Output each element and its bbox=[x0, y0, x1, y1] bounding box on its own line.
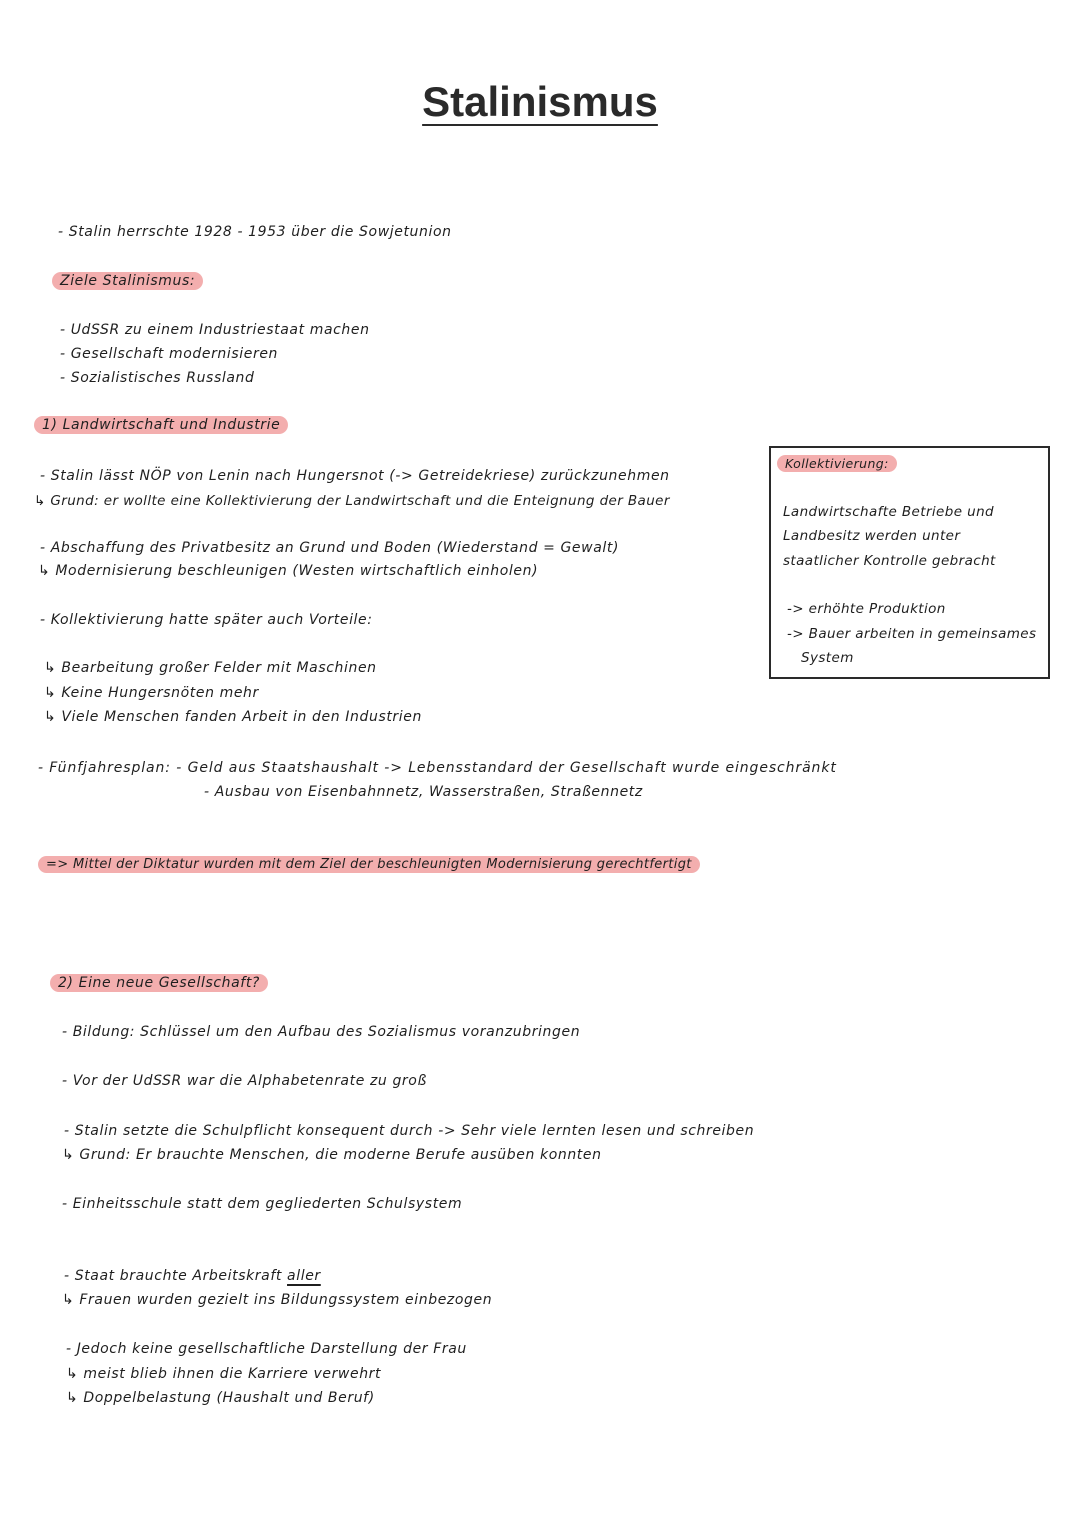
sidebox-line: System bbox=[801, 650, 854, 666]
ziele-item: - Sozialistisches Russland bbox=[60, 370, 255, 386]
section1-line: - Fünfjahresplan: - Geld aus Staatshaushalt -> Lebensstandard der Gesellschaft wurde eingeschränkt bbox=[38, 760, 837, 776]
section2-line: - Vor der UdSSR war die Alphabetenrate zu groß bbox=[62, 1073, 427, 1089]
section1-heading: 1) Landwirtschaft und Industrie bbox=[34, 415, 288, 435]
sidebox-line: -> erhöhte Produktion bbox=[787, 601, 946, 617]
section1-line: ↳ Keine Hungersnöten mehr bbox=[44, 685, 259, 701]
ziele-item: - UdSSR zu einem Industriestaat machen bbox=[60, 322, 370, 338]
section1-line: - Stalin lässt NÖP von Lenin nach Hungersnot (-> Getreidekriese) zurückzunehmen bbox=[40, 468, 670, 484]
section1-line: - Kollektivierung hatte später auch Vorteile: bbox=[40, 612, 373, 628]
ziele-heading: Ziele Stalinismus: bbox=[52, 271, 203, 291]
sidebox-line: -> Bauer arbeiten in gemeinsames bbox=[787, 626, 1037, 642]
section2-line: - Einheitsschule statt dem gegliederten Schulsystem bbox=[62, 1196, 463, 1212]
section2-line: - Stalin setzte die Schulpflicht konsequent durch -> Sehr viele lernten lesen und schreiben bbox=[64, 1123, 755, 1139]
section2-line: ↳ Doppelbelastung (Haushalt und Beruf) bbox=[66, 1390, 375, 1406]
section1-line: ↳ Viele Menschen fanden Arbeit in den Industrien bbox=[44, 709, 422, 725]
section1-line: ↳ Bearbeitung großer Felder mit Maschinen bbox=[44, 660, 377, 676]
section2-line: - Staat brauchte Arbeitskraft aller bbox=[64, 1268, 321, 1284]
section2-line: ↳ meist blieb ihnen die Karriere verwehrt bbox=[66, 1366, 382, 1382]
underlined-word: aller bbox=[287, 1268, 321, 1284]
section1-line: ↳ Modernisierung beschleunigen (Westen wirtschaftlich einholen) bbox=[38, 563, 539, 579]
section2-line: - Bildung: Schlüssel um den Aufbau des Sozialismus voranzubringen bbox=[62, 1024, 581, 1040]
section2-line: ↳ Frauen wurden gezielt ins Bildungssystem einbezogen bbox=[62, 1292, 493, 1308]
section2-line: - Jedoch keine gesellschaftliche Darstellung der Frau bbox=[66, 1341, 467, 1357]
sidebox-line: Landwirtschafte Betriebe und bbox=[783, 504, 994, 520]
section2-heading: 2) Eine neue Gesellschaft? bbox=[50, 973, 268, 993]
sidebox-line: Landbesitz werden unter bbox=[783, 528, 961, 544]
section1-line: - Abschaffung des Privatbesitz an Grund und Boden (Wiederstand = Gewalt) bbox=[40, 540, 620, 556]
kollektivierung-box bbox=[769, 446, 1050, 679]
sidebox-heading: Kollektivierung: bbox=[777, 454, 897, 474]
intro-line: - Stalin herrschte 1928 - 1953 über die Sowjetunion bbox=[58, 224, 452, 240]
section1-line: - Ausbau von Eisenbahnnetz, Wasserstraßen, Straßennetz bbox=[204, 784, 643, 800]
sidebox-line: staatlicher Kontrolle gebracht bbox=[783, 553, 996, 569]
section1-line: ↳ Grund: er wollte eine Kollektivierung der Landwirtschaft und die Enteignung der Bauer bbox=[34, 493, 670, 509]
ziele-item: - Gesellschaft modernisieren bbox=[60, 346, 279, 362]
section2-line: ↳ Grund: Er brauchte Menschen, die moderne Berufe ausüben konnten bbox=[62, 1147, 602, 1163]
page-title: Stalinismus bbox=[422, 78, 658, 125]
section1-conclusion: => Mittel der Diktatur wurden mit dem Ziel der beschleunigten Modernisierung gerechtfertigt bbox=[38, 855, 700, 875]
